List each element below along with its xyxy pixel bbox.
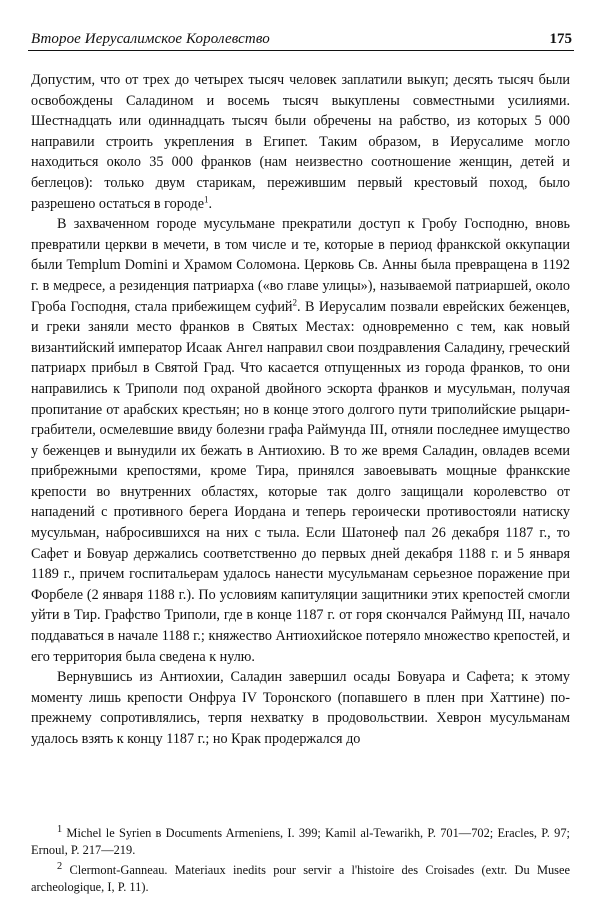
running-title: Второе Иерусалимское Королевство bbox=[31, 31, 270, 47]
paragraph-text-end: . bbox=[208, 195, 213, 212]
paragraph-2 bbox=[31, 214, 570, 667]
page-number: 175 bbox=[549, 31, 572, 47]
footnote-text: Clermont-Ganneau. Materiaux inedits pour servir a l'histoire des Croisades (extr. Du Musee archeologique, I, P. 11). bbox=[31, 862, 570, 894]
footnote-2 bbox=[31, 859, 570, 896]
paragraph-text-continued: . В Иерусалим позвали еврейских беженцев, и греки заняли место франков в Святых Местах: одновременно с тем, как новый византийский император Исаак Ангел направил свои поздравления Саладину, греческий патриарх прибыл в Святой Град. Что касается отпущенных из города франков, то они направились к Триполи под охраной двойного эскорта франков и мусульман, получая пропитание от арабских крестьян; но в конце этого долгого пути триполийские рыцари-грабители, осмелевшие ввиду болезни графа Раймунда III, отняли последнее имущество у беженцев и вынудили их бежать в Антиохию. В то же время Саладин, овладев всеми прибрежными крепостями, кроме Тира, принялся завоевывать мощные франкские крепости во внутренних областях, которые так долго защищали королевство от нападений с противного берега Иордана и теперь героически противостояли натиску мусульман, набросившихся на них с тыла. Если Шатонеф пал 26 декабря 1187 г., то Сафет и Бовуар держались соответственно до первых дней декабря 1188 г. и 5 января 1189 г., причем госпитальерам удалось нанести мусульманам серьезное поражение при Форбеле (2 января 1188 г.). По условиям капитуляции защитники этих крепостей смогли уйти в Тир. Графство Триполи, где в конце 1187 г. от горя скончался Раймунд III, начало поддаваться в начале 1188 г.; княжество Антиохийское потеряло множество крепостей, и его территория была сведена к нулю. bbox=[31, 298, 570, 665]
paragraph-1 bbox=[31, 70, 570, 214]
footnote-mark: 2 bbox=[57, 860, 63, 872]
footnote-mark: 1 bbox=[57, 824, 63, 835]
paragraph-text: Допустим, что от трех до четырех тысяч человек заплатили выкуп; десять тысяч были освобождены Саладином и восемь тысяч выкуплены совместными усилиями. Шестнадцать или одиннадцать тысяч были обречены на рабство, из которых 5 000 направили строить укрепления в Египет. Таким образом, в Иерусалиме могло находиться около 35 000 франков (нам неизвестно соотношение женщин, детей и беглецов): только двум старикам, пережившим первый крестовый поход, было разрешено остаться в городе bbox=[31, 72, 570, 212]
footnote-ref-1: 1 bbox=[204, 193, 209, 204]
main-text bbox=[31, 70, 570, 750]
footnotes bbox=[31, 822, 570, 895]
running-header bbox=[31, 20, 572, 48]
footnote-text: Michel le Syrien в Documents Armeniens, I. 399; Kamil al-Tewarikh, P. 701—702; Eracles, P. 97; Ernoul, P. 217—219. bbox=[31, 826, 570, 857]
paragraph-text: Вернувшись из Антиохии, Саладин завершил осады Бовуара и Сафета; к этому моменту лишь крепости Онфруа IV Торонского (попавшего в плен при Хаттине) по-прежнему сопротивлялись, терпя нехватку в продовольствии. Хеврон мусульманам удалось взять к концу 1187 г.; но Крак продержался до bbox=[31, 669, 570, 747]
paragraph-text: В захваченном городе мусульмане прекратили доступ к Гробу Господню, вновь превратили церкви в мечети, в том числе и те, которые в период франкской оккупации были Templum Domini и Храмом Соломона. Церковь Св. Анны была превращена в 1192 г. в медресе, а резиденция патриарха («во главе улицы»), называемой патриаршей, около Гроба Господня, стала прибежищем суфий bbox=[31, 216, 570, 315]
footnote-1 bbox=[31, 822, 570, 859]
paragraph-3 bbox=[31, 667, 570, 749]
header-rule bbox=[28, 50, 574, 51]
footnote-ref-2: 2 bbox=[292, 296, 297, 307]
